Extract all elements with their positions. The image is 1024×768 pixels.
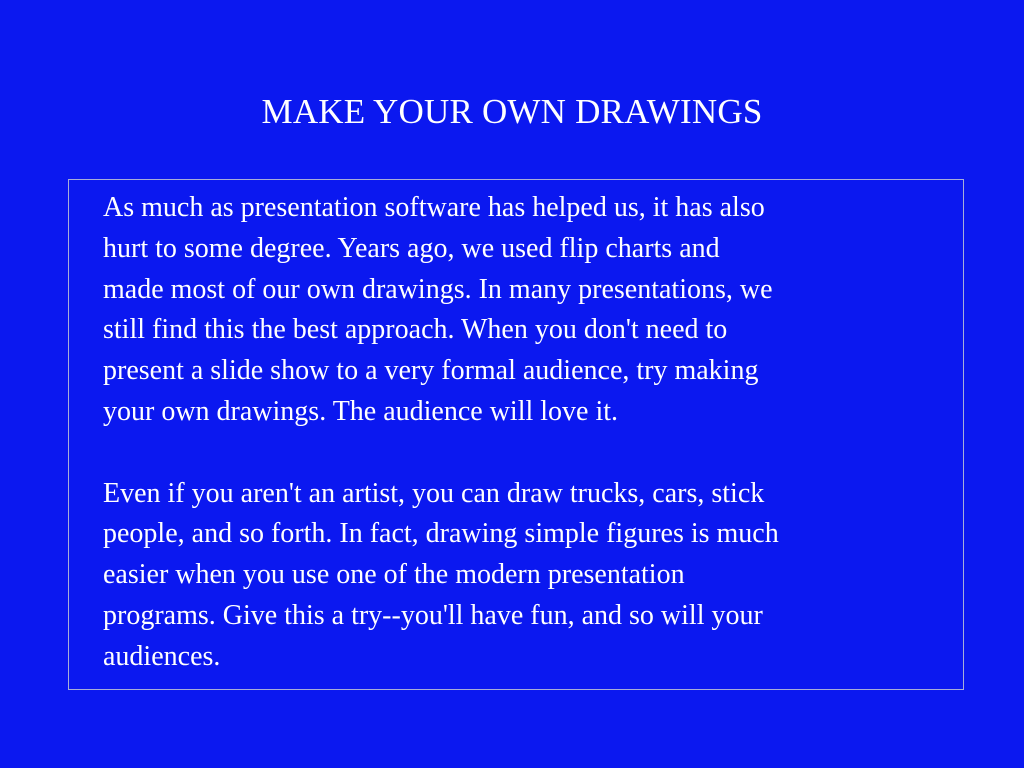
text-body [103,188,953,678]
slide-title: MAKE YOUR OWN DRAWINGS [261,92,763,131]
paragraph-2: Even if you aren't an artist, you can draw trucks, cars, stick people, and so forth. In fact, drawing simple figures is much easier when you use one of the modern presentation programs. Give this a try--you'll have fun, and so will your audiences. [103,477,779,672]
text-box [68,179,964,690]
paragraph-1: As much as presentation software has helped us, it has also hurt to some degree. Years ago, we used flip charts and made most of our own drawings. In many presentations, we still find this the best approach. When you don't need to present a slide show to a very formal audience, try making your own drawings. The audience will love it. [103,192,773,427]
